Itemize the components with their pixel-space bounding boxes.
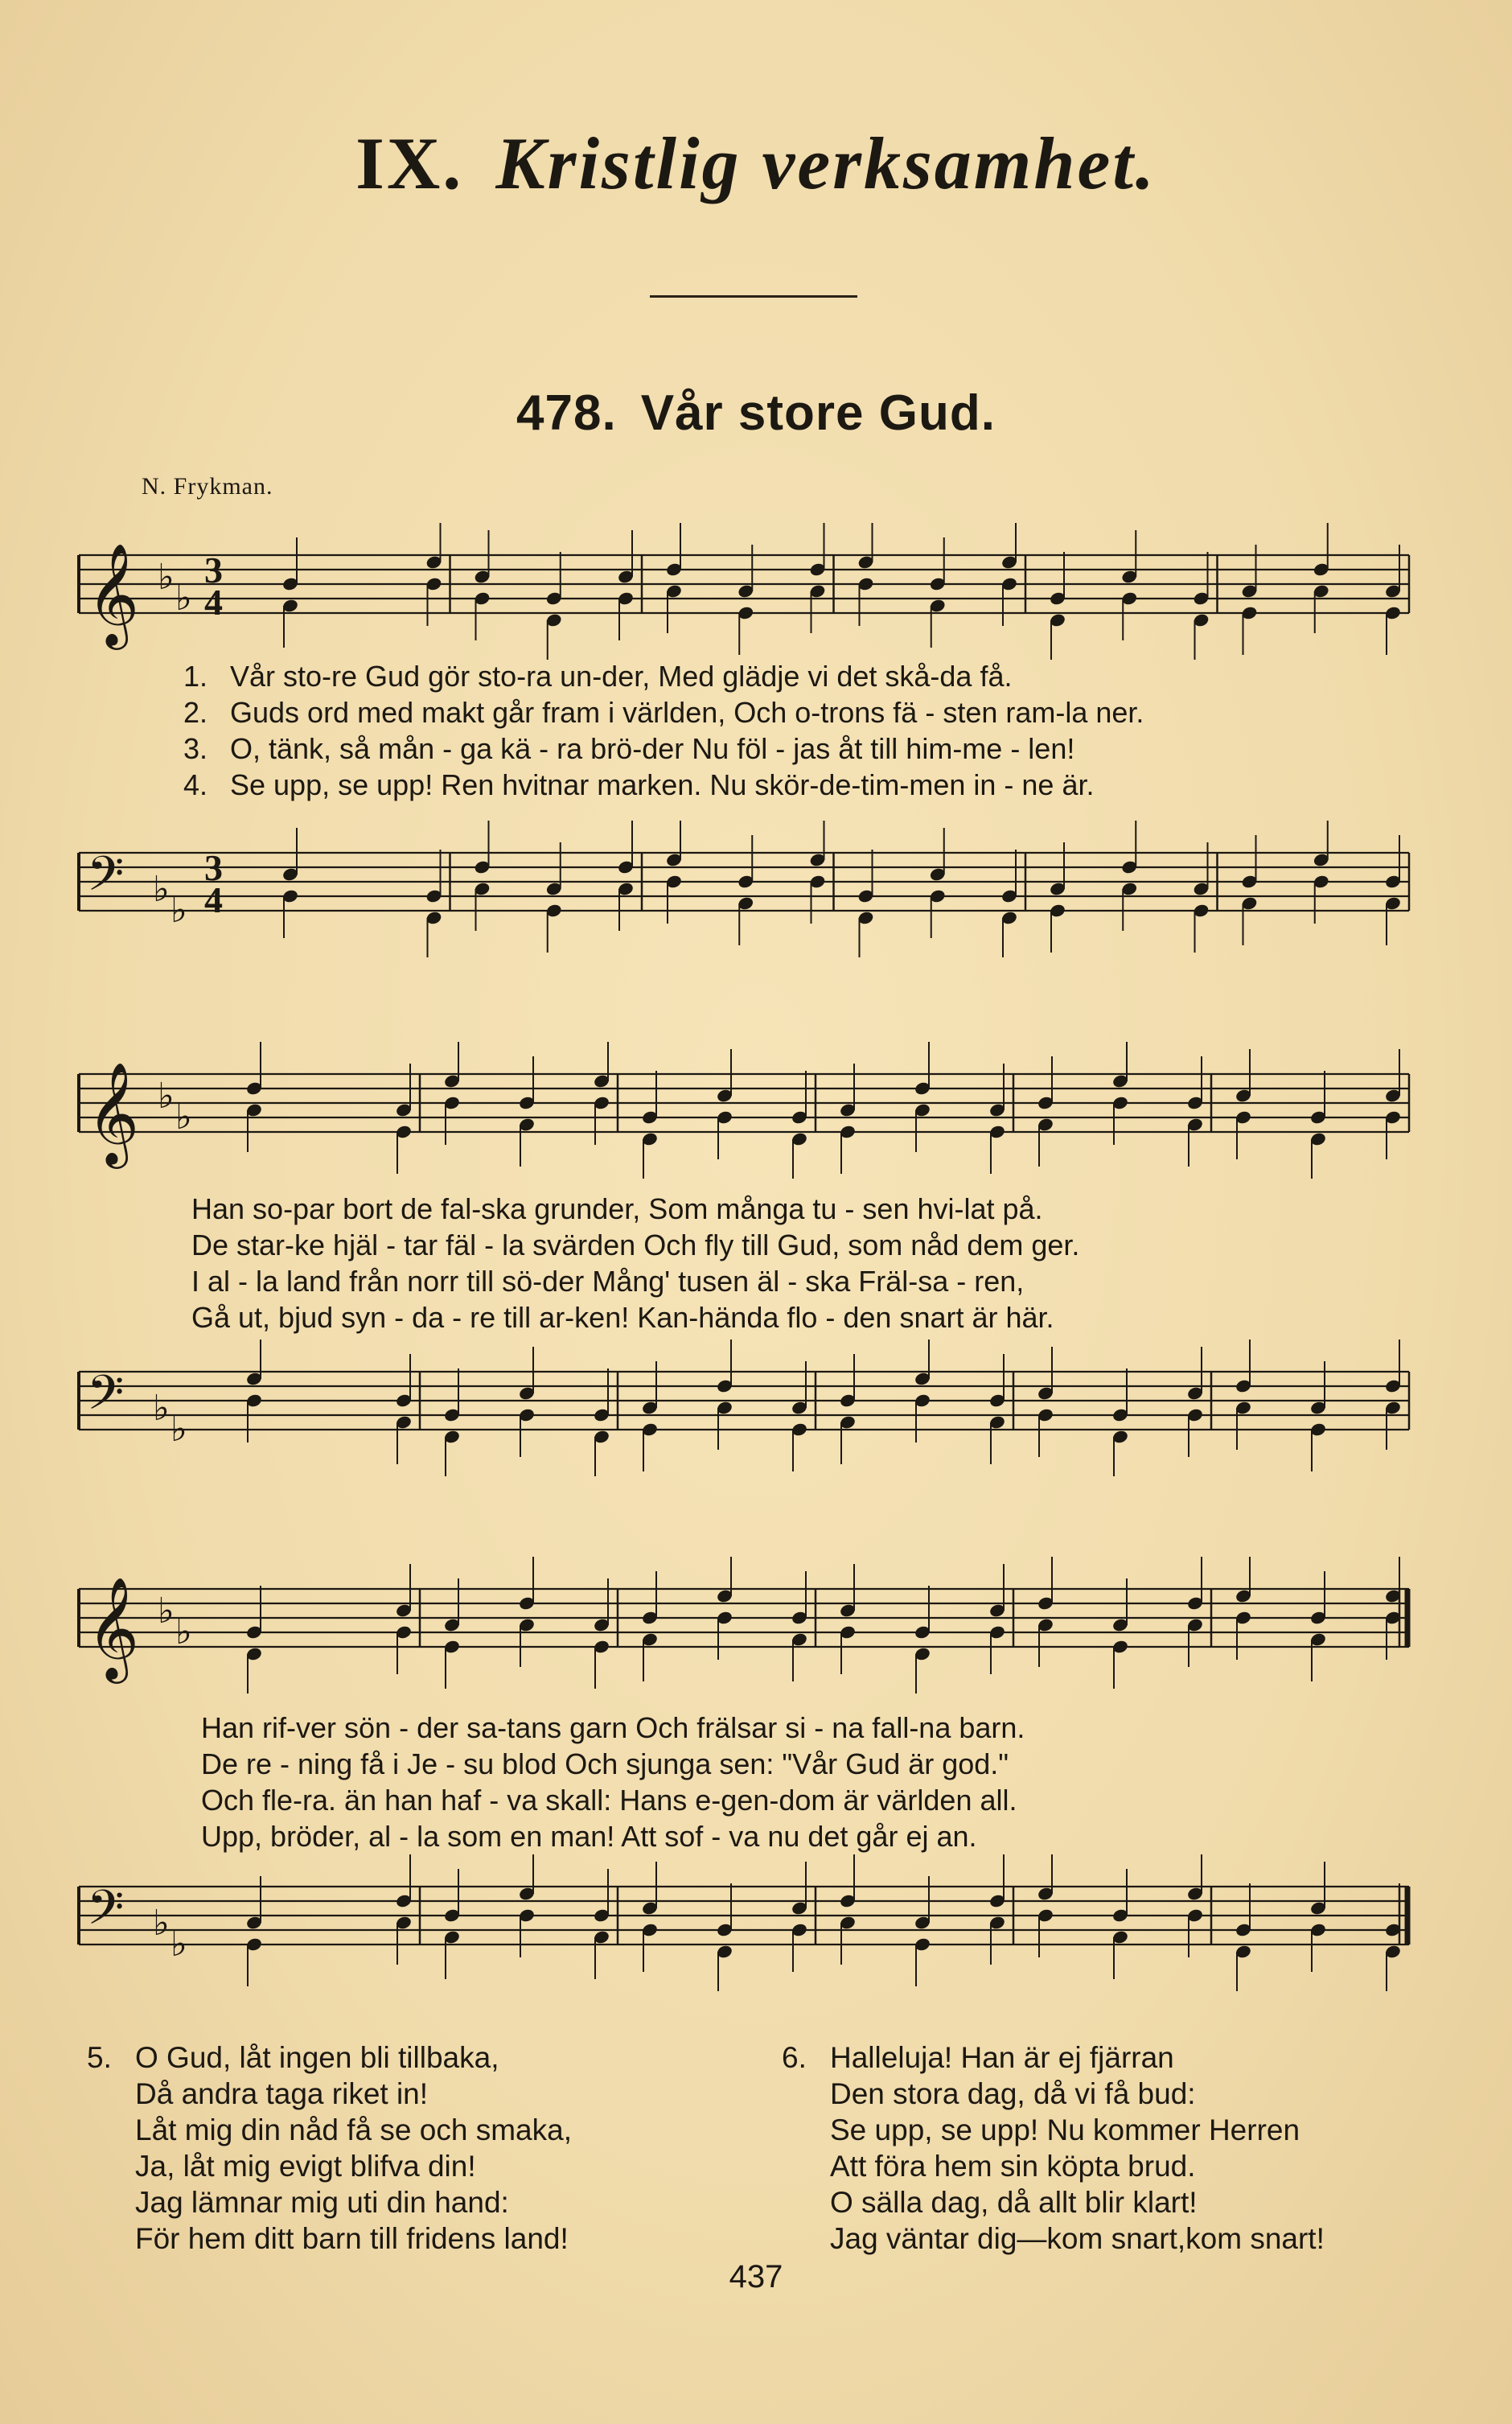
- music-system-1: [69, 507, 1420, 957]
- stanza-line: För hem ditt barn till fridens land!: [135, 2222, 569, 2255]
- stanza-line: Jag lämnar mig uti din hand:: [135, 2186, 509, 2219]
- bass-staff-2: [69, 1340, 1420, 1476]
- lyric-line: Upp, bröder, al - la som en man! Att sof - va nu det går ej an.: [201, 1820, 977, 1853]
- svg-text:4: 4: [204, 879, 223, 920]
- hymn-number: 478.: [516, 385, 617, 441]
- lyric-line: 3. O, tänk, så mån - ga kä - ra brö-der Nu föl - jas åt till him-me - len!: [183, 732, 1075, 765]
- svg-text:𝄞: 𝄞: [87, 1061, 140, 1164]
- section-number: IX.: [355, 122, 464, 204]
- lyrics-block-1: [158, 658, 1144, 803]
- svg-text:𝄞: 𝄞: [87, 542, 140, 645]
- svg-text:♭: ♭: [171, 1924, 187, 1965]
- stanza-line: O sälla dag, då allt blir klart!: [830, 2186, 1198, 2219]
- svg-text:♭: ♭: [175, 578, 192, 619]
- lyric-line: Och fle-ra. än han haf - va skall: Hans e-gen-dom är världen all.: [201, 1784, 1017, 1817]
- stanza-line: Den stora dag, då vi få bud:: [830, 2077, 1196, 2110]
- lyrics-block-3: [201, 1710, 1025, 1854]
- bass-staff-1: [69, 821, 1420, 957]
- stanza-number: 6.: [782, 2041, 807, 2074]
- stanza-line: O Gud, låt ingen bli tillbaka,: [135, 2041, 499, 2074]
- svg-text:𝄢: 𝄢: [87, 846, 125, 913]
- stanza-line: Ja, låt mig evigt blifva din!: [135, 2150, 476, 2183]
- treble-staff-1: [69, 523, 1420, 660]
- svg-text:4: 4: [204, 582, 223, 623]
- lyric-line: De star-ke hjäl - tar fäl - la svärden Och fly till Gud, som nåd dem ger.: [191, 1228, 1080, 1261]
- lyric-line: Han rif-ver sön - der sa-tans garn Och frälsar si - na fall-na barn.: [201, 1711, 1025, 1744]
- svg-text:♭: ♭: [153, 1388, 170, 1429]
- svg-text:♭: ♭: [175, 1611, 192, 1652]
- composer-credit: N. Frykman.: [142, 473, 273, 500]
- stanza-line: Låt mig din nåd få se och smaka,: [135, 2113, 572, 2146]
- lyric-line: De re - ning få i Je - su blod Och sjunga sen: "Vår Gud är god.": [201, 1747, 1009, 1780]
- svg-text:♭: ♭: [175, 1097, 192, 1138]
- treble-staff-3: [69, 1557, 1420, 1694]
- svg-text:𝄢: 𝄢: [87, 1364, 125, 1432]
- stanza-5: [87, 2039, 572, 2257]
- stanza-line: Då andra taga riket in!: [135, 2077, 429, 2110]
- lyric-line: Gå ut, bjud syn - da - re till ar-ken! Kan-hända flo - den snart är här.: [191, 1301, 1054, 1334]
- lyric-line: Han so-par bort de fal-ska grunder, Som många tu - sen hvi-lat på.: [191, 1192, 1043, 1225]
- page-number: 437: [729, 2259, 783, 2294]
- stanza-line: Att föra hem sin köpta brud.: [830, 2150, 1196, 2183]
- lyric-line: I al - la land från norr till sö-der Mång' tusen äl - ska Fräl-sa - ren,: [191, 1265, 1025, 1298]
- svg-text:♭: ♭: [153, 1903, 170, 1944]
- stanza-number: 5.: [87, 2041, 112, 2074]
- svg-text:♭: ♭: [158, 1591, 175, 1632]
- lyrics-block-2: [191, 1191, 1079, 1335]
- svg-text:♭: ♭: [153, 869, 170, 910]
- section-heading: [0, 121, 1512, 206]
- hymn-heading: [0, 385, 1512, 442]
- stanza-line: Jag väntar dig—kom snart,kom snart!: [830, 2222, 1325, 2255]
- stanza-line: Se upp, se upp! Nu kommer Herren: [830, 2113, 1300, 2146]
- stanza-6: [782, 2039, 1325, 2257]
- svg-text:𝄢: 𝄢: [87, 1879, 125, 1947]
- svg-text:♭: ♭: [158, 1076, 175, 1117]
- svg-text:♭: ♭: [171, 890, 187, 931]
- svg-text:𝄞: 𝄞: [87, 1576, 140, 1679]
- section-title: Kristlig verksamhet.: [495, 122, 1157, 204]
- bass-staff-3: [69, 1854, 1420, 1991]
- lyric-line: 4. Se upp, se upp! Ren hvitnar marken. Nu skör-de-tim-men in - ne är.: [183, 768, 1095, 801]
- svg-text:♭: ♭: [158, 557, 175, 598]
- svg-text:3: 3: [204, 847, 223, 888]
- hymn-title: Vår store Gud.: [640, 385, 996, 441]
- lyric-line: 1. Vår sto-re Gud gör sto-ra un-der, Med glädje vi det skå-da få.: [183, 660, 1013, 693]
- lyric-line: 2. Guds ord med makt går fram i världen, Och o-trons fä - sten ram-la ner.: [183, 696, 1144, 729]
- music-system-2: [69, 1026, 1420, 1476]
- svg-text:3: 3: [204, 549, 223, 591]
- svg-text:♭: ♭: [171, 1409, 187, 1450]
- treble-staff-2: [69, 1042, 1420, 1179]
- music-system-3: [69, 1541, 1420, 1991]
- section-divider: [650, 295, 857, 298]
- stanza-line: Halleluja! Han är ej fjärran: [830, 2041, 1174, 2074]
